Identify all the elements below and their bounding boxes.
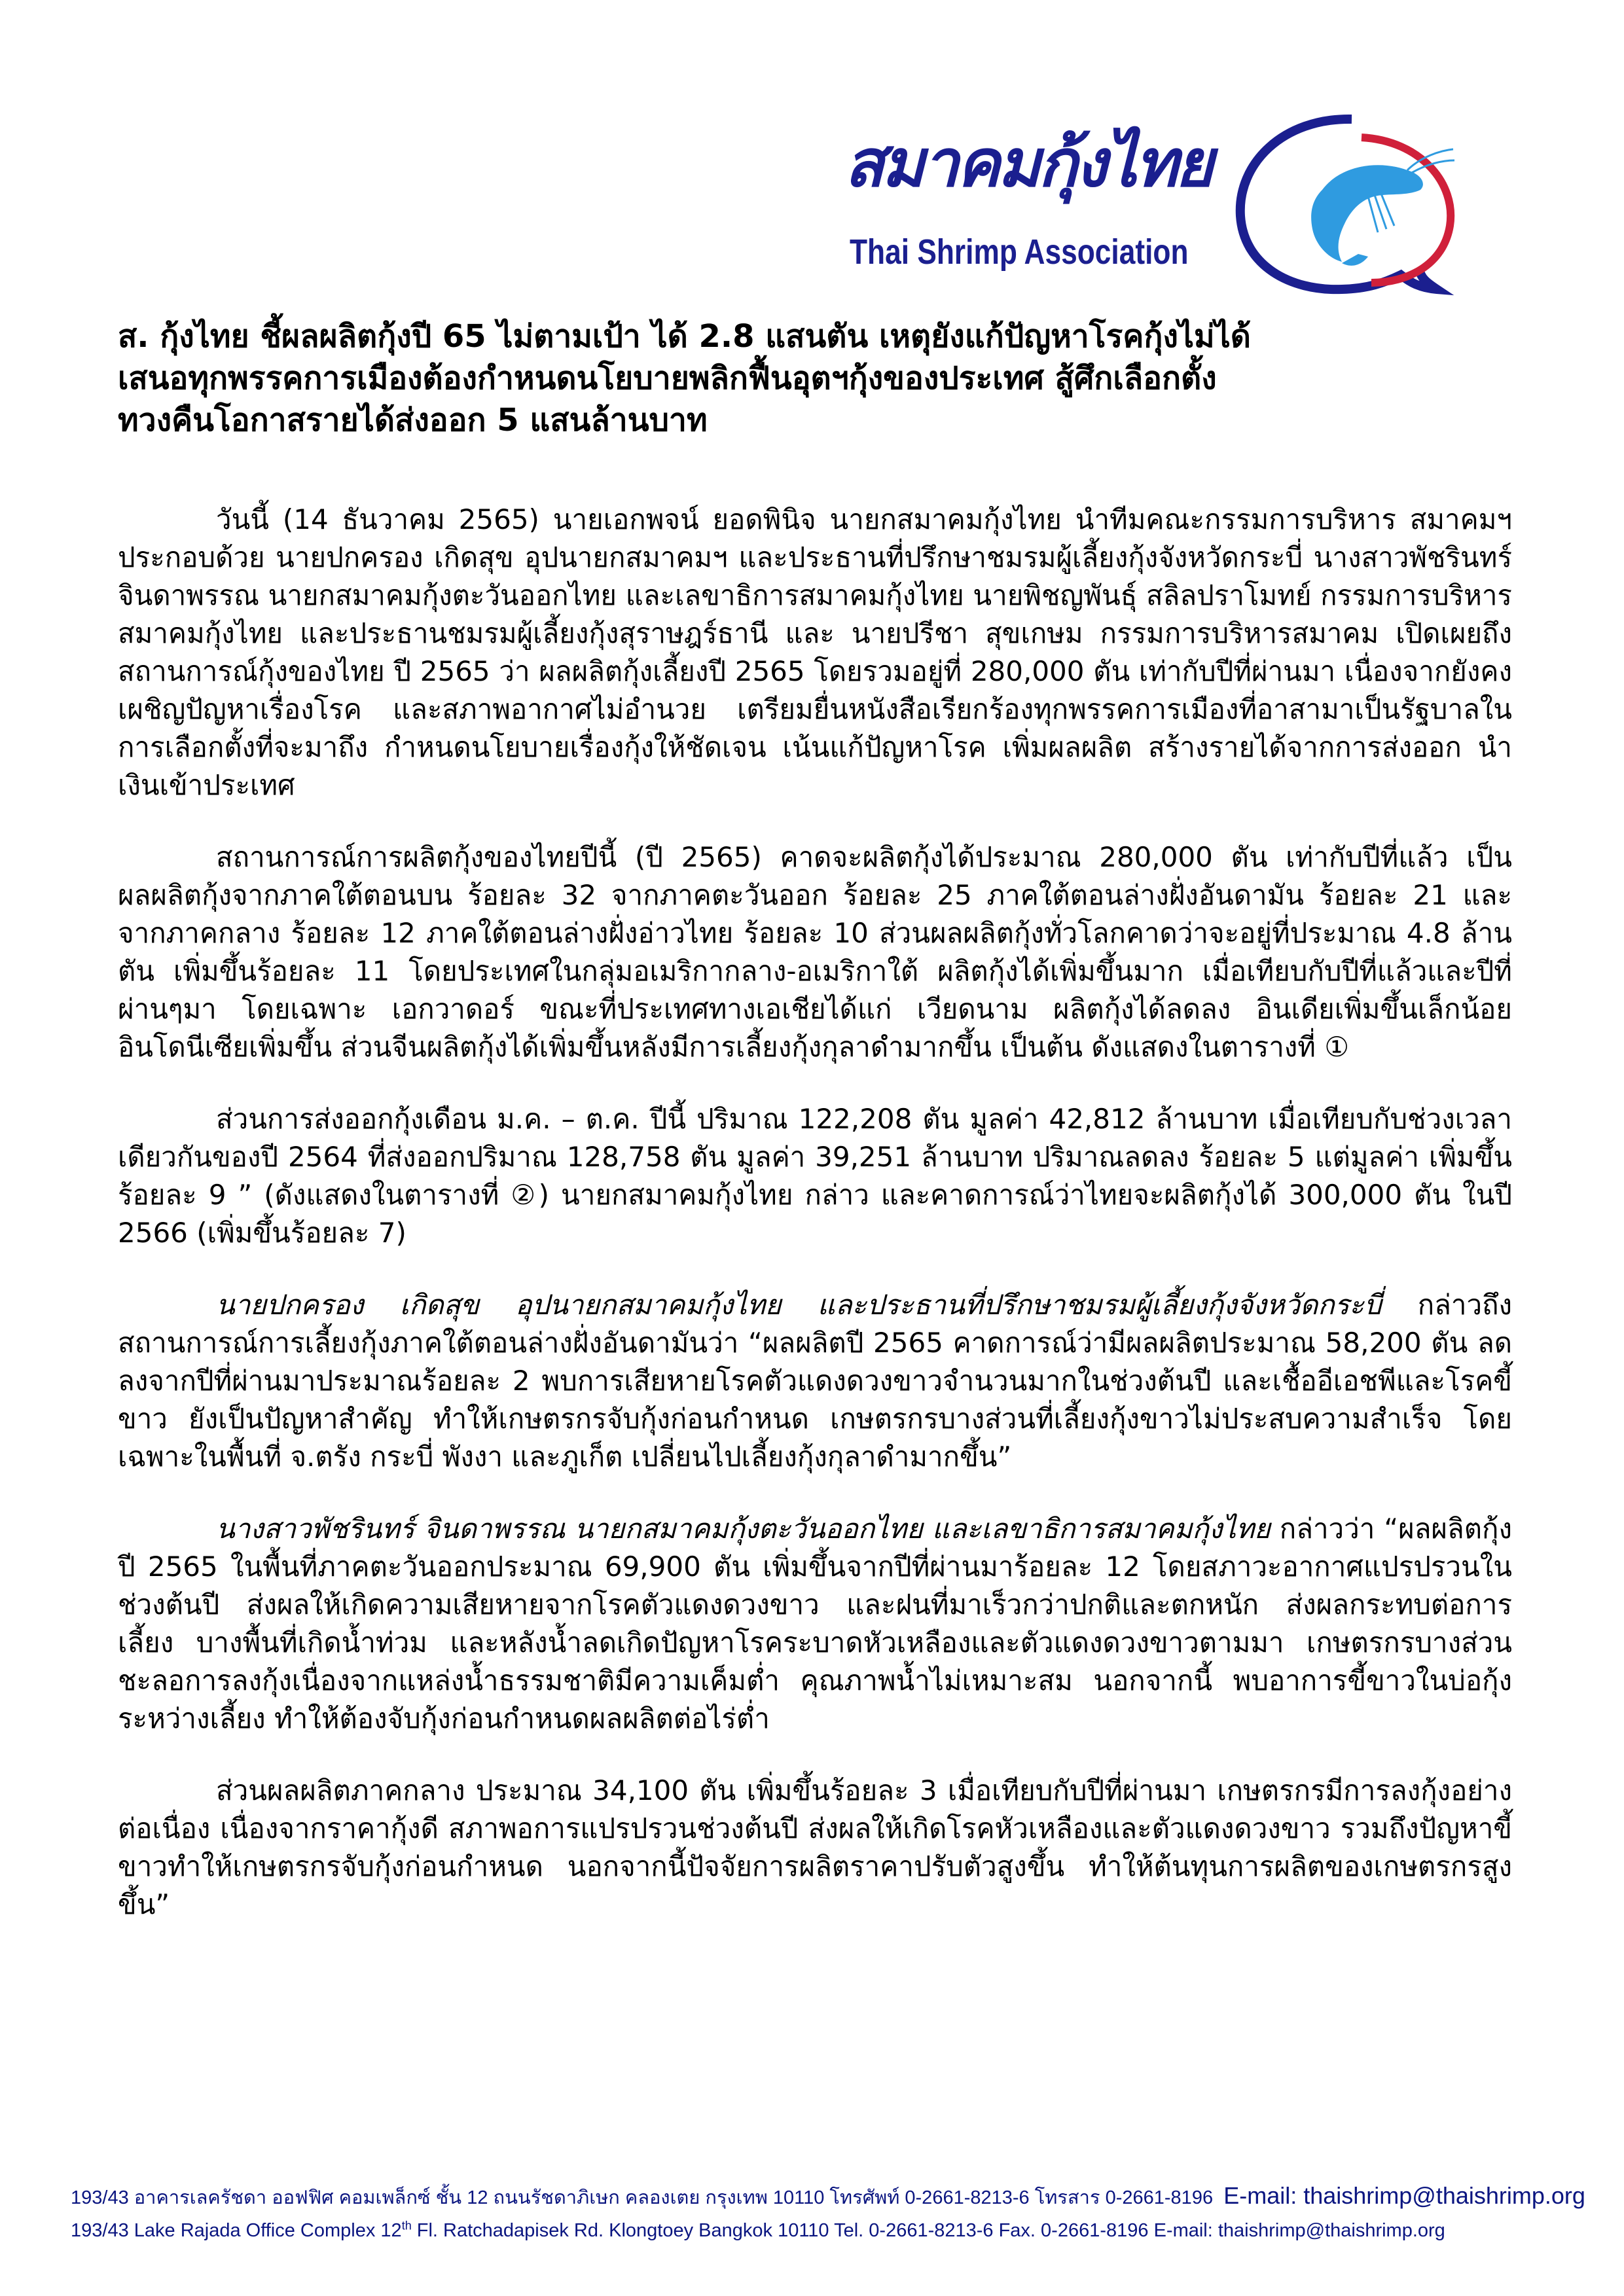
- paragraph-andaman: [118, 1286, 1512, 1476]
- paragraph-exports: ส่วนการส่งออกกุ้งเดือน ม.ค. – ต.ค. ปีนี้ ปริมาณ 122,208 ตัน มูลค่า 42,812 ล้านบาท เมื่อเทียบกับช่วงเวลาเดียวกันของปี 2564 ที่ส่งออกปริมาณ 128,758 ตัน มูลค่า 39,251 ล้านบาท ปริมาณลดลง ร้อยละ 5 แต่มูลค่า เพิ่มขึ้น ร้อยละ 9 ” (ดังแสดงในตารางที่ ②) นายกสมาคมกุ้งไทย กล่าว และคาดการณ์ว่าไทยจะผลิตกุ้งได้ 300,000 ตัน ในปี 2566 (เพิ่มขึ้นร้อยละ 7): [118, 1103, 1512, 1249]
- shrimp-figure: [1311, 165, 1423, 266]
- footer-thai-address: 193/43 อาคารเลครัชดา ออฟฟิศ คอมเพล็กซ์ ชั้น 12 ถนนรัชดาภิเษก คลองเตย กรุงเทพ 10110 โทรศัพท์ 0-2661-8213-6 โทรสาร 0-2661-8196: [71, 2187, 1214, 2208]
- speaker-name: นายปกครอง เกิดสุข อุปนายกสมาคมกุ้งไทย และประธานที่ปรึกษาชมรมผู้เลี้ยงกุ้งจังหวัดกระบี่: [216, 1289, 1382, 1321]
- footer-english-line: [71, 2214, 1576, 2247]
- speaker-name: นางสาวพัชรินทร์ จินดาพรรณ นายกสมาคมกุ้งตะวันออกไทย และเลขาธิการสมาคมกุ้งไทย: [216, 1513, 1271, 1545]
- paragraph-central: ส่วนผลผลิตภาคกลาง ประมาณ 34,100 ตัน เพิ่มขึ้นร้อยละ 3 เมื่อเทียบกับปีที่ผ่านมา เกษตรกรมีการลงกุ้งอย่างต่อเนื่อง เนื่องจากราคากุ้งดี สภาพอการแปรปรวนช่วงต้นปี ส่งผลให้เกิดโรคหัวเหลืองและตัวแดงดวงขาว รวมถึงปัญหาขี้ขาวทำให้เกษตรกรจับกุ้งก่อนกำหนด นอกจากนี้ปัจจัยการผลิตราคาปรับตัวสูงขึ้น ทำให้ต้นทุนการผลิตของเกษตรกรสูงขึ้น”: [118, 1774, 1512, 1920]
- logo-english-name: Thai Shrimp Association: [850, 232, 1189, 272]
- letterhead-footer: [71, 2179, 1585, 2247]
- paragraph-intro: วันนี้ (14 ธันวาคม 2565) นายเอกพจน์ ยอดพินิจ นายกสมาคมกุ้งไทย นำทีมคณะกรรมการบริหาร สมาคมฯ ประกอบด้วย นายปกครอง เกิดสุข อุปนายกสมาคมฯ และประธานที่ปรึกษาชมรมผู้เลี้ยงกุ้งจังหวัดกระบี่ นางสาวพัชรินทร์ จินดาพรรณ นายกสมาคมกุ้งตะวันออกไทย และเลขาธิการสมาคมกุ้งไทย นายพิชญพันธุ์ สลิลปราโมทย์ กรรมการบริหารสมาคมกุ้งไทย และประธานชมรมผู้เลี้ยงกุ้งสุราษฎร์ธานี และ นายปรีชา สุขเกษม กรรมการบริหารสมาคม เปิดเผยถึงสถานการณ์กุ้งของไทย ปี 2565 ว่า ผลผลิตกุ้งเลี้ยงปี 2565 โดยรวมอยู่ที่ 280,000 ตัน เท่ากับปีที่ผ่านมา เนื่องจากยังคงเผชิญปัญหาเรื่องโรค และสภาพอากาศไม่อำนวย เตรียมยื่นหนังสือเรียกร้องทุกพรรคการเมืองที่อาสามาเป็นรัฐบาลในการเลือกตั้งที่จะมาถึง กำหนดนโยบายเรื่องกุ้งให้ชัดเจน เน้นแก้ปัญหาโรค เพิ่มผลผลิต สร้างรายได้จากการส่งออก นำเงินเข้าประเทศ: [118, 503, 1512, 801]
- association-logo: [812, 105, 1486, 308]
- paragraph-production: สถานการณ์การผลิตกุ้งของไทยปีนี้ (ปี 2565) คาดจะผลิตกุ้งได้ประมาณ 280,000 ตัน เท่ากับปีที่แล้ว เป็นผลผลิตกุ้งจากภาคใต้ตอนบน ร้อยละ 32 จากภาคตะวันออก ร้อยละ 25 ภาคใต้ตอนล่างฝั่งอันดามัน ร้อยละ 21 และ จากภาคกลาง ร้อยละ 12 ภาคใต้ตอนล่างฝั่งอ่าวไทย ร้อยละ 10 ส่วนผลผลิตกุ้งทั่วโลกคาดว่าจะอยู่ที่ประมาณ 4.8 ล้านตัน เพิ่มขึ้นร้อยละ 11 โดยประเทศในกลุ่มอเมริกากลาง-อเมริกาใต้ ผลิตกุ้งได้เพิ่มขึ้นมาก เมื่อเทียบกับปีที่แล้วและปีที่ผ่านๆมา โดยเฉพาะ เอกวาดอร์ ขณะที่ประเทศทางเอเชียได้แก่ เวียดนาม ผลิตกุ้งได้ลดลง อินเดียเพิ่มขึ้นเล็กน้อย อินโดนีเซียเพิ่มขึ้น ส่วนจีนผลิตกุ้งได้เพิ่มขึ้นหลังมีการเลี้ยงกุ้งกุลาดำมากขึ้น เป็นต้น ดังแสดงในตารางที่ ①: [118, 841, 1512, 1063]
- paragraph-text: กล่าวว่า “ผลผลิตกุ้งปี 2565 ในพื้นที่ภาคตะวันออกประมาณ 69,900 ตัน เพิ่มขึ้นจากปีที่ผ่านมาร้อยละ 12 โดยสภาวะอากาศแปรปรวนในช่วงต้นปี ส่งผลให้เกิดความเสียหายจากโรคตัวแดงดวงขาว และฝนที่มาเร็วกว่าปกติและตกหนัก ส่งผลกระทบต่อการเลี้ยง บางพื้นที่เกิดน้ำท่วม และหลังน้ำลดเกิดปัญหาโรคระบาดหัวเหลืองและตัวแดงดวงขาวตามมา เกษตรกรบางส่วนชะลอการลงกุ้งเนื่องจากแหล่งน้ำธรรมชาติมีความเค็มต่ำ คุณภาพน้ำไม่เหมาะสม นอกจากนี้ พบอาการขี้ขาวในบ่อกุ้งระหว่างเลี้ยง ทำให้ต้องจับกุ้งก่อนกำหนดผลผลิตต่อไร่ต่ำ: [118, 1513, 1512, 1734]
- paragraph-east: [118, 1510, 1512, 1738]
- footer-email[interactable]: E-mail: thaishrimp@thaishrimp.org: [1223, 2182, 1585, 2209]
- logo-red-ring: [1362, 137, 1451, 283]
- paragraph-text: กล่าวถึงสถานการณ์การเลี้ยงกุ้งภาคใต้ตอนล่างฝั่งอันดามันว่า “ผลผลิตปี 2565 คาดการณ์ว่ามีผลผลิตประมาณ 58,200 ตัน ลดลงจากปีที่ผ่านมาประมาณร้อยละ 2 พบการเสียหายโรคตัวแดงดวงขาวจำนวนมากในช่วงต้นปี และเชื้ออีเอชพีและโรคขี้ขาว ยังเป็นปัญหาสำคัญ ทำให้เกษตรกรจับกุ้งก่อนกำหนด เกษตรกรบางส่วนที่เลี้ยงกุ้งขาวไม่ประสบความสำเร็จ โดยเฉพาะในพื้นที่ จ.ตรัง กระบี่ พังงา และภูเก็ต เปลี่ยนไปเลี้ยงกุ้งกุลาดำมากขึ้น”: [118, 1289, 1513, 1473]
- shrimp-circle-logo-icon: [1211, 111, 1473, 301]
- logo-thai-name: สมาคมกุ้งไทย: [844, 125, 1212, 202]
- footer-english-address-rest: Fl. Ratchadapisek Rd. Klongtoey Bangkok 10110 Tel. 0-2661-8213-6 Fax. 0-2661-8196 E-mail: thaishrimp@thaishrimp.org: [411, 2220, 1445, 2241]
- footer-superscript: th: [401, 2219, 412, 2233]
- headline-line: ทวงคืนโอกาสรายได้ส่งออก 5 แสนล้านบาท: [118, 402, 708, 439]
- footer-thai-line: [71, 2179, 1585, 2214]
- article-body: [118, 501, 1512, 1924]
- press-release-headline: [118, 315, 1525, 441]
- footer-english-address: 193/43 Lake Rajada Office Complex 12: [71, 2220, 402, 2241]
- headline-line: ส. กุ้งไทย ชี้ผลผลิตกุ้งปี 65 ไม่ตามเป้า ได้ 2.8 แสนตัน เหตุยังแก้ปัญหาโรคกุ้งไม่ได้: [118, 318, 1251, 355]
- headline-line: เสนอทุกพรรคการเมืองต้องกำหนดนโยบายพลิกฟื้นอุตฯกุ้งของประเทศ สู้ศึกเลือกตั้ง: [118, 360, 1217, 397]
